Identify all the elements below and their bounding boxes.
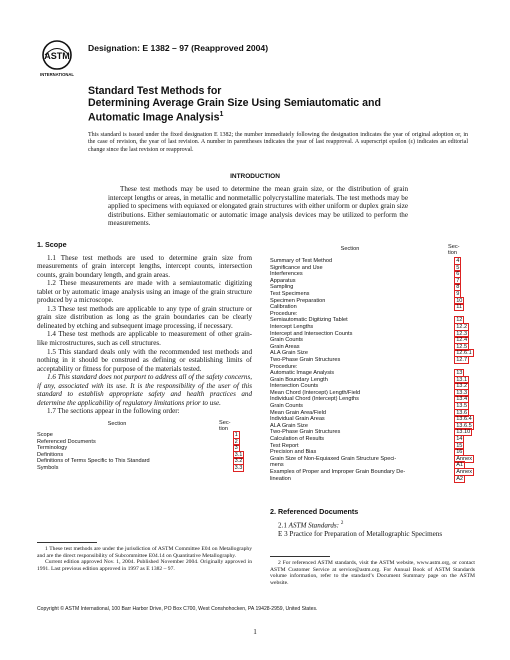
toc-row: [270, 410, 475, 417]
toc-label: Grain Areas: [270, 343, 300, 350]
toc-section-number[interactable]: 13.6: [456, 409, 468, 416]
title-line-2: Determining Average Grain Size Using Semiautomatic and: [88, 97, 381, 109]
toc-label: Individual Chord (Intercept) Lengths: [270, 396, 359, 403]
toc-section-number[interactable]: 12: [456, 317, 463, 324]
toc-section-number[interactable]: 13.2: [456, 383, 468, 390]
toc-section-number[interactable]: 13.3: [456, 389, 468, 396]
toc-label: Apparatus: [270, 277, 296, 284]
footnotes-left: [37, 546, 252, 573]
toc-section-number[interactable]: 12.5: [456, 343, 468, 350]
scope-para-1: 1.1 These test methods are used to determine grain size from measurements of grain intercept lengths, intercept counts, intersection counts, grain boundary length, and grain areas.: [37, 253, 252, 279]
toc-row: [270, 324, 475, 331]
toc-label: Significance and Use: [270, 264, 323, 271]
toc-row: [270, 298, 475, 305]
toc-label: Interferences: [270, 271, 303, 278]
scope-para-4: 1.4 These test methods are applicable to measurement of other grain-like microstructures, such as cell structures.: [37, 330, 252, 348]
introduction-text: These test methods may be used to determine the mean grain size, or the distribution of grain intercept lengths or areas, in metallic and nonmetallic polycrystalline materials. The test methods may be applied to specimens with equiaxed or elongated grain structures with either uniform or duplex grain size distributions. Either semiautomatic or automatic image analysis devices may be utilized to perform the measurements.: [108, 185, 408, 228]
toc-label: ALA Grain Size: [270, 350, 308, 357]
toc-label: Referenced Documents: [37, 438, 96, 445]
references-heading: 2. Referenced Documents: [270, 507, 359, 516]
references-subsection: 2.1 ASTM Standards: $^2$: [278, 521, 344, 530]
toc-row: [37, 465, 252, 472]
toc-row: [270, 462, 475, 469]
toc-row: [270, 429, 475, 436]
document-title: [88, 85, 468, 124]
toc-label: Intercept and Intersection Counts: [270, 330, 353, 337]
footnote-2: 2 For referenced ASTM standards, visit the ASTM website, www.astm.org, or contact ASTM Customer Service at service@astm.org. For Annual Book of ASTM Standards volume information, refer to the standard’s Document Summary page on the ASTM website.: [270, 560, 475, 587]
designation: Designation: E 1382 – 97 (Reapproved 2004): [88, 43, 269, 53]
issued-note: This standard is issued under the fixed designation E 1382; the number immediately following the designation indicates the year of original adoption or, in the case of revision, the year of last revision. A number in parentheses indicates the year of last reapproval. A superscript epsilon (ε) indicates an editorial change since the last revision or reapproval.: [88, 132, 468, 153]
toc-section-number[interactable]: 11: [456, 304, 462, 311]
toc-section-number[interactable]: 16: [456, 449, 463, 456]
right-column: [270, 244, 475, 482]
toc-row: [270, 258, 475, 265]
toc-label: Procedure:: [270, 363, 298, 370]
toc-section-number[interactable]: 8: [456, 284, 460, 291]
toc-row: [37, 445, 252, 452]
toc-row: [270, 271, 475, 278]
toc-row: [270, 377, 475, 384]
toc-row: [270, 449, 475, 456]
toc-right-table: [270, 258, 475, 482]
toc-section-number[interactable]: 5: [456, 264, 460, 271]
toc-row: [270, 344, 475, 351]
toc-label: Intersection Counts: [270, 383, 319, 390]
toc-label: Mean Chord (Intercept) Length/Field: [270, 389, 361, 396]
toc-row: [37, 458, 252, 465]
toc-section-number[interactable]: 13.4: [456, 396, 468, 403]
scope-para-6: 1.6 This standard does not purport to address all of the safety concerns, if any, associated with its use. It is the responsibility of the user of this standard to establish appropriate safety and health practices and determine the applicability of regulatory limitations prior to use.: [37, 373, 252, 407]
toc-label: Definitions of Terms Specific to This Standard: [37, 458, 150, 465]
toc-section-number[interactable]: 12.4: [456, 337, 468, 344]
scope-para-2: 1.2 These measurements are made with a semiautomatic digitizing tablet or by automatic image analysis using an image of the grain structure produced by a microscope.: [37, 279, 252, 305]
toc-row: [37, 452, 252, 459]
toc-section-number[interactable]: 12.3: [456, 330, 468, 337]
toc-section-number[interactable]: A1: [456, 462, 464, 469]
copyright: Copyright © ASTM International, 100 Barr Harbor Drive, PO Box C700, West Conshohocken, PA 19428-2959, United States.: [37, 606, 318, 612]
toc-row: [270, 350, 475, 357]
toc-label: Precision and Bias: [270, 449, 317, 456]
toc-section-number[interactable]: 13.10: [456, 429, 471, 436]
toc-row: [270, 456, 475, 463]
toc-section-number[interactable]: 9: [456, 290, 460, 297]
footnote-1b: Current edition approved Nov. 1, 2004. Published November 2004. Originally approved in 1991. Last previous edition approved in 1997 as E 1382 – 97.: [37, 559, 252, 573]
toc-row: [270, 416, 475, 423]
toc-label: Procedure:: [270, 310, 298, 317]
toc-section-number[interactable]: 10: [456, 297, 463, 304]
toc-row: [270, 443, 475, 450]
toc-section-number[interactable]: 7: [456, 277, 460, 284]
toc-left-sec-header: Sec- tion: [219, 419, 231, 432]
toc-section-number[interactable]: Annex: [456, 469, 473, 475]
toc-row: [270, 423, 475, 430]
toc-section-link[interactable]: [454, 357, 475, 364]
toc-row: [270, 396, 475, 403]
toc-row: [270, 278, 475, 285]
toc-section-number[interactable]: 4: [456, 258, 460, 264]
toc-section-number[interactable]: 15: [456, 442, 463, 449]
logo-subtext: INTERNATIONAL: [40, 72, 74, 77]
toc-left-table: [37, 432, 252, 472]
toc-row: [270, 436, 475, 443]
toc-section-number[interactable]: Annex: [456, 455, 473, 462]
toc-row: [270, 469, 475, 476]
toc-section-number[interactable]: 12.6.1: [456, 350, 472, 357]
toc-section-number[interactable]: 13.6.4: [456, 416, 472, 423]
toc-right-sec-header: Sec- tion: [448, 244, 460, 256]
toc-right-section-header: Section: [340, 246, 360, 252]
toc-label: Scope: [37, 431, 53, 438]
toc-row: [270, 304, 475, 311]
toc-section-number[interactable]: 3.1: [234, 451, 243, 458]
toc-label: Grain Counts: [270, 403, 303, 410]
toc-label: lineation: [270, 475, 291, 482]
left-column: [37, 241, 252, 472]
toc-label: Examples of Proper and Improper Grain Boundary De-: [270, 469, 406, 475]
toc-section-number[interactable]: 13.1: [456, 376, 468, 383]
title-line-3: Automatic Image Analysis$^1$: [88, 111, 224, 124]
toc-row: [270, 370, 475, 377]
introduction-heading: INTRODUCTION: [230, 173, 280, 180]
toc-section-number[interactable]: 3: [234, 445, 238, 452]
toc-label: Individual Grain Areas: [270, 416, 325, 423]
toc-row: [270, 403, 475, 410]
toc-label: ALA Grain Size: [270, 422, 308, 429]
toc-label: Semiautomatic Digitizing Tablet: [270, 317, 348, 324]
toc-section-number[interactable]: 13: [456, 370, 463, 377]
astm-logo-icon: [37, 38, 77, 78]
toc-label: Intercept Lengths: [270, 323, 314, 330]
toc-label: Automatic Image Analysis: [270, 370, 335, 377]
toc-section-number[interactable]: 1: [234, 431, 238, 438]
toc-label: Grain Counts: [270, 337, 303, 344]
toc-row: [270, 284, 475, 291]
toc-label: Test Specimens: [270, 290, 310, 297]
toc-section-number[interactable]: 14: [456, 436, 463, 443]
toc-label: Grain Size of Non-Equiaxed Grain Structure Speci-: [270, 455, 397, 462]
page-number: 1: [253, 628, 257, 636]
title-footnote-mark: 1: [219, 111, 224, 118]
toc-section-number[interactable]: 2: [234, 438, 238, 445]
toc-section-number[interactable]: 3.2: [234, 458, 243, 465]
scope-para-5: 1.5 This standard deals only with the recommended test methods and nothing in it should be construed as defining or establishing limits of acceptability or fitness for purpose of the materials tested.: [37, 347, 252, 373]
toc-label: Two-Phase Grain Structures: [270, 429, 341, 436]
toc-row: [37, 432, 252, 439]
footnote-rule-left: [37, 542, 97, 543]
toc-label: Calculation of Results: [270, 436, 325, 443]
toc-row: [270, 357, 475, 364]
toc-section-number[interactable]: 6: [456, 271, 460, 278]
toc-label: Summary of Test Method: [270, 258, 333, 264]
scope-heading: 1. Scope: [37, 240, 67, 249]
toc-section-number[interactable]: 3.3: [234, 464, 243, 471]
toc-row: [270, 390, 475, 397]
toc-section-number[interactable]: 13.6.5: [456, 422, 472, 429]
scope-para-7: 1.7 The sections appear in the following order:: [47, 407, 180, 416]
toc-section-number[interactable]: 13.5: [456, 403, 468, 410]
toc-label: Calibration: [270, 304, 297, 311]
toc-row: [270, 337, 475, 344]
footnotes-right: [270, 560, 475, 587]
toc-section-number[interactable]: 12.7: [456, 356, 468, 363]
footnote-rule-right: [270, 556, 330, 557]
toc-section-link[interactable]: [233, 465, 252, 472]
scope-para-3: 1.3 These test methods are applicable to any type of grain structure or grain size distribution as long as the grain boundaries can be clearly delineated by etching and subsequent image processing, if necessary.: [37, 304, 252, 330]
toc-section-link[interactable]: [454, 476, 475, 483]
toc-label: Mean Grain Area/Field: [270, 409, 326, 416]
toc-row: [270, 317, 475, 324]
toc-label: Terminology: [37, 445, 68, 452]
toc-section-number[interactable]: A2: [456, 475, 464, 482]
toc-label: Definitions: [37, 451, 64, 458]
toc-label: Sampling: [270, 284, 294, 291]
toc-right-header: [270, 244, 475, 258]
logo-text: ASTM: [44, 51, 70, 61]
toc-row: [270, 265, 475, 272]
referenced-documents: [270, 507, 475, 539]
toc-row: [37, 439, 252, 446]
toc-label: Symbols: [37, 464, 59, 471]
toc-row: [270, 476, 475, 483]
toc-row: [270, 311, 475, 318]
toc-row: [270, 383, 475, 390]
toc-label: mens: [270, 462, 284, 469]
toc-row: [270, 364, 475, 371]
title-line-1: Standard Test Methods for: [88, 85, 222, 97]
references-item: E 3 Practice for Preparation of Metallographic Specimens: [278, 530, 443, 539]
toc-row: [270, 291, 475, 298]
toc-label: Test Report: [270, 442, 299, 449]
toc-row: [270, 331, 475, 338]
toc-section-number[interactable]: 12.2: [456, 323, 468, 330]
footnote-1: 1 These test methods are under the jurisdiction of ASTM Committee E04 on Metallography and are the direct responsibility of Subcommittee E04.14 on Quantitative Metallography.: [37, 546, 252, 559]
toc-label: Two-Phase Grain Structures: [270, 356, 341, 363]
toc-left-section-header: Section: [107, 420, 127, 427]
toc-label: Specimen Preparation: [270, 297, 326, 304]
toc-section-link[interactable]: [454, 304, 475, 311]
toc-left-header: [37, 418, 252, 432]
toc-label: Grain Boundary Length: [270, 376, 328, 383]
